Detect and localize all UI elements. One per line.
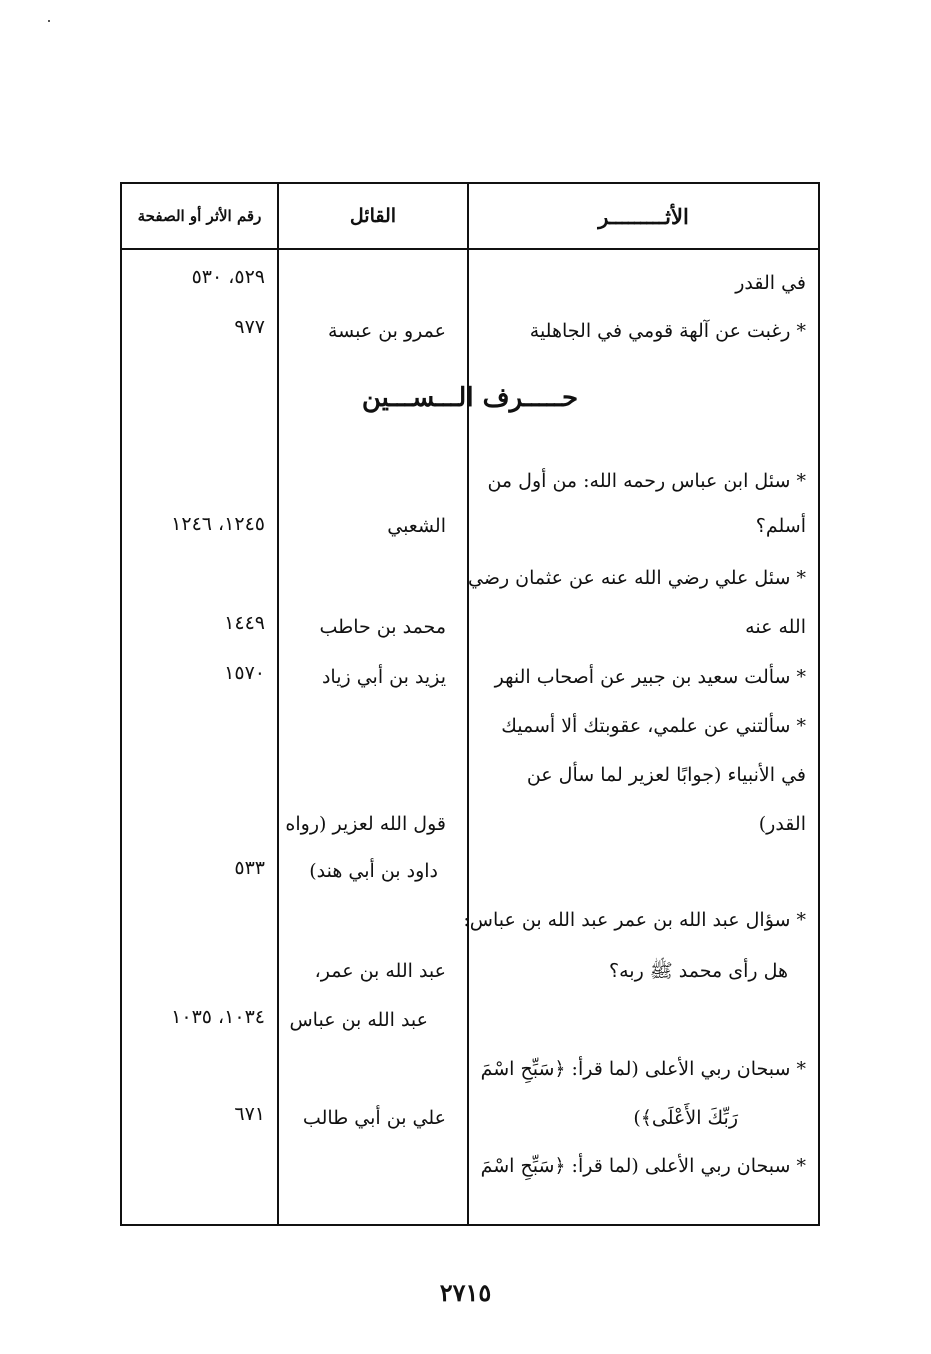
row-ref: ١٠٣٤، ١٠٣٥ [171,1006,265,1028]
row-qail-line: داود بن أبي هند) [309,860,438,882]
row-athar: * رغبت عن آلهة قومي في الجاهلية [529,320,806,342]
column-divider-left [277,184,279,1224]
column-divider-right [467,184,469,1224]
row-qail: محمد بن حاطب [319,616,446,638]
row-athar-line: رَبِّكَ الأَعْلَى﴾) [633,1107,738,1129]
row-athar: * سبحان ربي الأعلى (لما قرأ: ﴿سَبِّحِ اسْمَ [480,1155,806,1177]
row-qail: علي بن أبي طالب [302,1107,446,1129]
row-qail-line: عبد الله بن عباس [289,1009,428,1031]
row-ref: ٦٧١ [234,1103,265,1125]
row-qail-line: عبد الله بن عمر، [314,960,446,982]
row-athar: في القدر [735,272,806,294]
row-qail: عمرو بن عبسة [327,320,446,342]
header-qail: القائل [349,205,397,227]
scan-speck [48,20,50,22]
page-number: ٢٧١٥ [439,1278,492,1307]
index-table [120,182,820,1226]
row-athar-line: القدر) [758,813,806,835]
row-athar-line: * سئل علي رضي الله عنه عن عثمان رضي [467,567,806,589]
row-athar-line: * سبحان ربي الأعلى (لما قرأ: ﴿سَبِّحِ اسْمَ [480,1058,806,1080]
row-qail-line: قول الله لعزير (رواه [285,813,446,835]
row-ref: ١٥٧٠ [224,662,265,684]
row-athar-line: الله عنه [745,616,806,638]
header-athar: الأثـــــــــر [598,203,689,229]
header-ref: رقم الأثر أو الصفحة [137,207,262,225]
row-ref: ١٤٤٩ [224,612,265,634]
row-qail: الشعبي [387,515,446,537]
row-athar-line: * سؤال عبد الله بن عمر عبد الله بن عباس: [463,909,806,931]
row-athar-line: * سئل ابن عباس رحمه الله: من أول من [487,470,806,492]
row-qail: يزيد بن أبي زياد [321,666,446,688]
section-title: حـــــرف الـــســـين [361,383,579,413]
row-ref: ٩٧٧ [234,316,265,338]
header-divider [122,248,818,250]
row-ref: ٥٣٣ [234,857,265,879]
row-athar: * سألت سعيد بن جبير عن أصحاب النهر [494,666,806,688]
row-athar-line: أسلم؟ [755,515,806,537]
row-ref: ١٢٤٥، ١٢٤٦ [171,513,265,535]
row-athar-line: في الأنبياء (جوابًا لعزير لما سأل عن [526,764,806,786]
row-athar-line: * سألتني عن علمي، عقوبتك ألا أسميك [501,715,806,737]
row-ref: ٥٢٩، ٥٣٠ [191,266,265,288]
row-athar-line: هل رأى محمد ﷺ ربه؟ [609,960,788,982]
